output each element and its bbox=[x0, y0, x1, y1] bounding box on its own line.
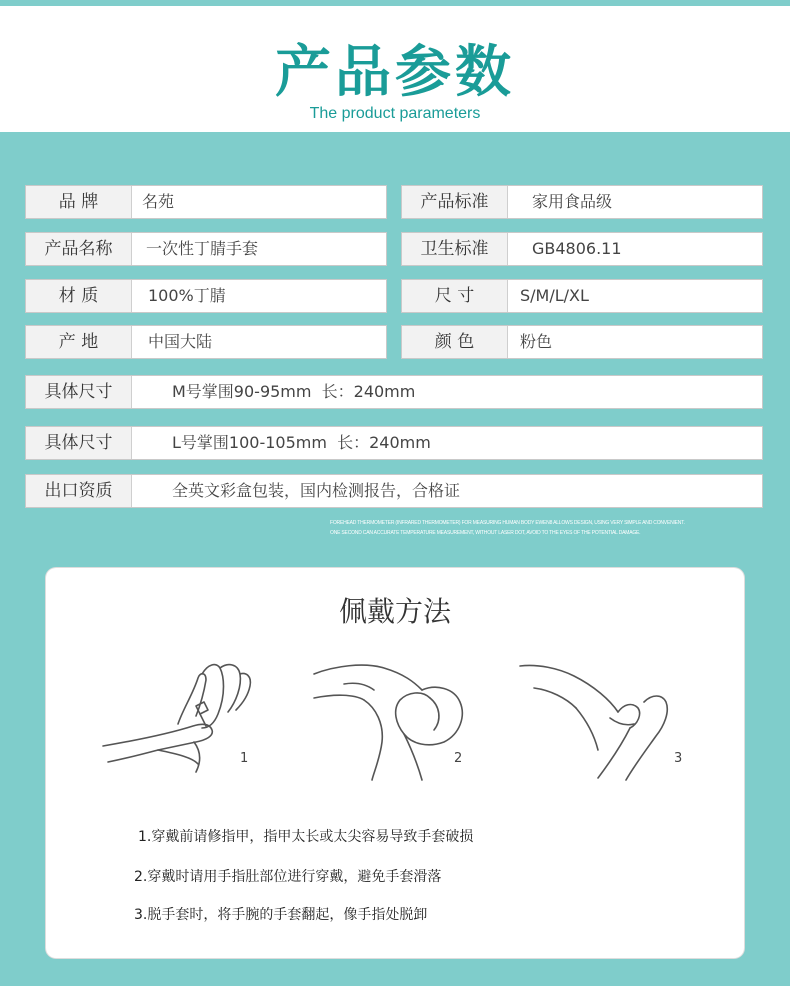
param-label: 尺 寸 bbox=[402, 280, 508, 312]
param-row-standard bbox=[401, 185, 763, 219]
param-label: 产品标准 bbox=[402, 186, 508, 218]
param-row-hygiene bbox=[401, 232, 763, 266]
param-value: 一次性丁腈手套 bbox=[146, 239, 259, 258]
param-value: 名苑 bbox=[142, 192, 175, 211]
nail-trim-illustration bbox=[98, 654, 278, 784]
step-3-text: 3.脱手套时，将手腕的手套翻起，像手指处脱卸 bbox=[134, 907, 428, 923]
figure-number-1: 1 bbox=[240, 751, 249, 766]
page-title: 产品参数 bbox=[275, 40, 515, 105]
wearing-method-title: 佩戴方法 bbox=[338, 595, 451, 628]
param-value: 中国大陆 bbox=[148, 332, 213, 351]
page-subtitle: The product parameters bbox=[309, 105, 481, 122]
param-row-size-l bbox=[25, 426, 763, 460]
param-label: 颜 色 bbox=[402, 326, 508, 358]
fine-print-line-1: FOREHEAD THERMOMETER (INFRARED THERMOMETER) FOR MEASURING HUMAN BODY EWEN8 ALLOWS DESIGN, USING VERY SIMPLE AND CONVENIENT. bbox=[330, 520, 685, 526]
put-on-glove-illustration bbox=[304, 654, 484, 784]
param-row-material bbox=[25, 279, 387, 313]
param-label: 卫生标准 bbox=[402, 233, 508, 265]
figure-number-3: 3 bbox=[674, 751, 683, 766]
param-value: 全英文彩盒包装，国内检测报告，合格证 bbox=[172, 481, 461, 500]
param-value: GB4806.11 bbox=[532, 239, 622, 258]
param-label: 品 牌 bbox=[26, 186, 132, 218]
header bbox=[0, 0, 790, 132]
param-value: 粉色 bbox=[520, 332, 553, 351]
param-value: 100%丁腈 bbox=[148, 286, 226, 305]
param-label: 出口资质 bbox=[26, 475, 132, 507]
param-value: 家用食品级 bbox=[532, 192, 613, 211]
param-row-brand bbox=[25, 185, 387, 219]
param-value: M号掌围90-95mm 长：240mm bbox=[172, 382, 416, 401]
wearing-method-panel bbox=[46, 568, 744, 958]
param-row-color bbox=[401, 325, 763, 359]
figure-number-2: 2 bbox=[454, 751, 463, 766]
param-row-name bbox=[25, 232, 387, 266]
param-value: L号掌围100-105mm 长：240mm bbox=[172, 433, 431, 452]
param-row-origin bbox=[25, 325, 387, 359]
param-row-export bbox=[25, 474, 763, 508]
step-2-text: 2.穿戴时请用手指肚部位进行穿戴，避免手套滑落 bbox=[134, 869, 442, 885]
take-off-glove-illustration bbox=[514, 654, 694, 784]
fine-print-line-2: ONE SECOND CAN ACCURATE TEMPERATURE MEASUREMENT, WITHOUT LASER DOT, AVOID TO THE EYES OF THE POTENTIAL DAMAGE. bbox=[330, 530, 641, 536]
param-label: 具体尺寸 bbox=[26, 376, 132, 408]
param-value: S/M/L/XL bbox=[520, 286, 589, 305]
param-row-size bbox=[401, 279, 763, 313]
step-1-text: 1.穿戴前请修指甲，指甲太长或太尖容易导致手套破损 bbox=[138, 829, 474, 845]
param-label: 材 质 bbox=[26, 280, 132, 312]
param-label: 产 地 bbox=[26, 326, 132, 358]
param-row-size-m bbox=[25, 375, 763, 409]
param-label: 产品名称 bbox=[26, 233, 132, 265]
param-label: 具体尺寸 bbox=[26, 427, 132, 459]
